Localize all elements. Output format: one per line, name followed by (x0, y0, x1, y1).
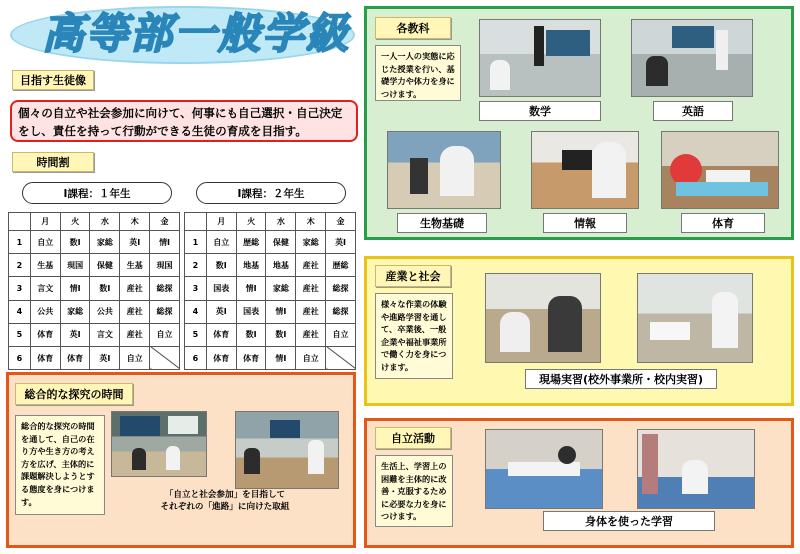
class-cell: 数Ⅰ (60, 231, 90, 254)
inquiry-photo-2 (235, 411, 339, 489)
class-cell: 家総 (296, 231, 326, 254)
independence-photo-1 (485, 429, 603, 509)
info-caption: 情報 (543, 213, 627, 233)
class-cell: 生基 (120, 254, 150, 277)
period-number: 4 (9, 300, 31, 323)
class-cell: 自立 (120, 346, 150, 369)
empty-cell (326, 346, 356, 369)
day-header: 月 (206, 213, 236, 231)
period-number: 1 (185, 231, 207, 254)
inquiry-caption (111, 489, 339, 513)
industry-photo-1 (485, 273, 601, 363)
industry-panel (364, 256, 794, 406)
industry-caption: 現場実習(校外事業所・校内実習) (525, 369, 717, 389)
class-cell: 保健 (90, 254, 120, 277)
class-cell: 情Ⅰ (236, 277, 266, 300)
goal-label: 目指す生徒像 (12, 70, 94, 90)
class-cell: 現国 (150, 254, 180, 277)
class-cell: 家総 (266, 277, 296, 300)
independence-caption: 身体を使った学習 (543, 511, 715, 531)
table-row (9, 277, 180, 300)
inquiry-panel (6, 372, 356, 548)
class-cell: 総探 (326, 277, 356, 300)
class-cell: 保健 (266, 231, 296, 254)
timetable-label: 時間割 (12, 152, 94, 172)
day-header: 水 (266, 213, 296, 231)
class-cell: 産社 (296, 254, 326, 277)
period-number: 1 (9, 231, 31, 254)
class-cell: 国表 (236, 300, 266, 323)
class-cell: 地基 (236, 254, 266, 277)
corner-cell (9, 213, 31, 231)
period-number: 4 (185, 300, 207, 323)
inquiry-caption-line2: それぞれの「進路」に向けた取組 (160, 502, 290, 512)
table-row (9, 300, 180, 323)
period-number: 2 (9, 254, 31, 277)
class-cell: 歴総 (236, 231, 266, 254)
inquiry-photo-1 (111, 411, 207, 477)
class-cell: 英Ⅰ (326, 231, 356, 254)
table-row (185, 323, 356, 346)
period-number: 3 (9, 277, 31, 300)
subjects-label: 各教科 (375, 17, 451, 39)
class-cell: 産社 (120, 300, 150, 323)
class-cell: 総探 (150, 300, 180, 323)
class-cell: 国表 (206, 277, 236, 300)
class-cell: 自立 (30, 231, 60, 254)
class-cell: 体育 (30, 323, 60, 346)
inquiry-desc: 総合的な探究の時間を通して、自己の在り方や生き方の考え方を広げ、主体的に課題解決しようとする態度を身につけます。 (15, 415, 105, 515)
class-cell: 産社 (120, 277, 150, 300)
corner-cell (185, 213, 207, 231)
class-cell: 情Ⅰ (150, 231, 180, 254)
class-cell: 英Ⅰ (60, 323, 90, 346)
class-cell: 数Ⅰ (266, 323, 296, 346)
course-title-1: Ⅰ課程：１年生 (22, 182, 172, 204)
goal-text: 個々の自立や社会参加に向けて、何事にも自己選択・自己決定をし、責任を持って行動ができる生徒の育成を目指す。 (10, 100, 358, 142)
class-cell: 産社 (120, 323, 150, 346)
table-row (9, 346, 180, 369)
pe-caption: 体育 (681, 213, 765, 233)
table-row (185, 300, 356, 323)
day-header: 火 (60, 213, 90, 231)
subjects-desc: 一人一人の実態に応じた授業を行い、基礎学力や体力を身につけます。 (375, 45, 461, 101)
class-cell: 自立 (326, 323, 356, 346)
class-cell: 現国 (60, 254, 90, 277)
period-number: 5 (9, 323, 31, 346)
class-cell: 自立 (296, 346, 326, 369)
independence-panel (364, 418, 794, 548)
class-cell: 地基 (266, 254, 296, 277)
math-photo (479, 19, 601, 97)
class-cell: 体育 (60, 346, 90, 369)
english-caption: 英語 (653, 101, 733, 121)
biology-photo (387, 131, 501, 209)
class-cell: 産社 (296, 300, 326, 323)
table-header-row (185, 213, 356, 231)
class-cell: 家総 (60, 300, 90, 323)
class-cell: 数Ⅰ (206, 254, 236, 277)
table-row (185, 254, 356, 277)
class-cell: 産社 (296, 323, 326, 346)
empty-cell (150, 346, 180, 369)
day-header: 金 (150, 213, 180, 231)
class-cell: 英Ⅰ (90, 346, 120, 369)
timetable-1 (8, 212, 180, 370)
class-cell: 体育 (206, 323, 236, 346)
independence-label: 自立活動 (375, 427, 451, 449)
period-number: 2 (185, 254, 207, 277)
day-header: 火 (236, 213, 266, 231)
table-row (9, 254, 180, 277)
class-cell: 英Ⅰ (206, 300, 236, 323)
table-header-row (9, 213, 180, 231)
class-cell: 産社 (296, 277, 326, 300)
day-header: 木 (120, 213, 150, 231)
period-number: 3 (185, 277, 207, 300)
class-cell: 情Ⅰ (60, 277, 90, 300)
class-cell: 言文 (90, 323, 120, 346)
independence-desc: 生活上、学習上の困難を主体的に改善・克服するために必要な力を身につけます。 (375, 455, 453, 527)
class-cell: 数Ⅰ (236, 323, 266, 346)
english-photo (631, 19, 753, 97)
course-title-2: Ⅰ課程：２年生 (196, 182, 346, 204)
class-cell: 家総 (90, 231, 120, 254)
table-row (9, 323, 180, 346)
industry-photo-2 (637, 273, 753, 363)
day-header: 水 (90, 213, 120, 231)
class-cell: 自立 (150, 323, 180, 346)
class-cell: 公共 (90, 300, 120, 323)
industry-label: 産業と社会 (375, 265, 451, 287)
period-number: 5 (185, 323, 207, 346)
table-row (9, 231, 180, 254)
math-caption: 数学 (479, 101, 601, 121)
class-cell: 言文 (30, 277, 60, 300)
class-cell: 体育 (206, 346, 236, 369)
class-cell: 英Ⅰ (120, 231, 150, 254)
class-cell: 数Ⅰ (90, 277, 120, 300)
timetable-2 (184, 212, 356, 370)
table-row (185, 231, 356, 254)
pe-photo (661, 131, 779, 209)
period-number: 6 (9, 346, 31, 369)
table-row (185, 346, 356, 369)
class-cell: 自立 (206, 231, 236, 254)
table-row (185, 277, 356, 300)
industry-desc: 様々な作業の体験や進路学習を通して、卒業後、一般企業や福祉事業所で働く力を身につけます。 (375, 293, 453, 379)
info-photo (531, 131, 639, 209)
biology-caption: 生物基礎 (397, 213, 487, 233)
day-header: 月 (30, 213, 60, 231)
class-cell: 情Ⅰ (266, 300, 296, 323)
independence-photo-2 (637, 429, 755, 509)
inquiry-caption-line1: 「自立と社会参加」を目指して (164, 490, 286, 500)
day-header: 金 (326, 213, 356, 231)
class-cell: 情Ⅰ (266, 346, 296, 369)
page-title: 高等部一般学級 (42, 9, 351, 58)
class-cell: 総探 (150, 277, 180, 300)
class-cell: 体育 (236, 346, 266, 369)
class-cell: 公共 (30, 300, 60, 323)
class-cell: 総探 (326, 300, 356, 323)
period-number: 6 (185, 346, 207, 369)
day-header: 木 (296, 213, 326, 231)
inquiry-label: 総合的な探究の時間 (15, 383, 133, 405)
class-cell: 体育 (30, 346, 60, 369)
class-cell: 生基 (30, 254, 60, 277)
class-cell: 歴総 (326, 254, 356, 277)
subjects-panel (364, 6, 794, 240)
